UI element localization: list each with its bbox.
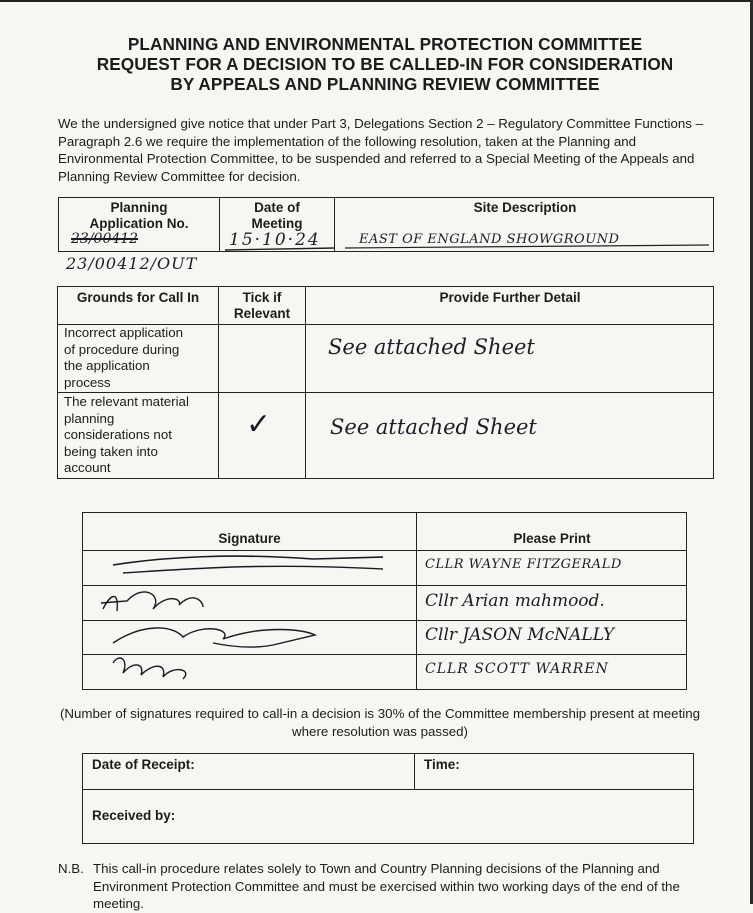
handwriting-strokes [59, 198, 715, 258]
header-line: Relevant [233, 306, 291, 321]
time-label: Time: [424, 757, 460, 772]
table-divider [414, 754, 415, 790]
footnote-tag: N.B. [58, 861, 84, 876]
header-line: Date of [254, 200, 300, 215]
printed-name-3: Cllr JASON McNALLY [425, 625, 615, 645]
header-site-description: Site Description [473, 200, 577, 215]
signature-stroke-3 [113, 628, 315, 647]
title-line-2: REQUEST FOR A DECISION TO BE CALLED-IN FOR CONSIDERATION [96, 54, 674, 74]
footnote [58, 860, 718, 913]
struck-application-number: 23/00412 [71, 231, 139, 247]
header-line: Planning [110, 200, 168, 215]
ground-text-line: account [64, 460, 111, 475]
receipt-box [82, 753, 694, 844]
header-further-detail: Provide Further Detail [439, 290, 581, 305]
ground-cell-procedure [64, 325, 183, 391]
signature-requirement-note: (Number of signatures required to call-in a decision is 30% of the Committee membership present at meeting where resolution was passed) [59, 706, 701, 739]
ground-text-line: considerations not [64, 427, 172, 442]
handwritten-underline [345, 245, 709, 248]
ground-text-line: The relevant material [64, 394, 189, 409]
footnote-text: This call-in procedure relates solely to Town and Country Planning decisions of the Planning and Environment Protection Committee and must be exercised within two working days of the end of the meeting. [93, 861, 680, 911]
ground-text-line: the application [64, 358, 150, 373]
date-of-receipt-label: Date of Receipt: [92, 757, 195, 772]
ground-text-line: being taken into [64, 443, 158, 459]
tick-mark: ✓ [246, 407, 272, 442]
table-divider [305, 287, 306, 478]
header-line: Meeting [251, 216, 303, 231]
signature-stroke-1 [113, 556, 383, 565]
scan-edge-top [0, 0, 753, 2]
signature-stroke-1b [123, 566, 383, 573]
header-tick-if-relevant [219, 290, 305, 322]
ground-text-line: Incorrect application [64, 325, 183, 340]
title-line-1: PLANNING AND ENVIRONMENTAL PROTECTION COMMITTEE [127, 34, 643, 54]
printed-name-1: CLLR WAYNE FITZGERALD [425, 557, 622, 572]
detail-handwritten-procedure: See attached Sheet [328, 335, 535, 359]
signature-table [82, 512, 687, 690]
header-line: Tick if [242, 290, 282, 305]
ground-text-line: of procedure during [64, 341, 180, 357]
ground-cell-material-considerations [64, 394, 189, 477]
signature-stroke-4 [113, 658, 186, 679]
grounds-table [57, 286, 714, 479]
ground-text-line: process [64, 374, 111, 390]
title-line-3: BY APPEALS AND PLANNING REVIEW COMMITTEE [170, 74, 600, 94]
header-please-print: Please Print [513, 531, 591, 546]
table-divider [83, 789, 693, 790]
signature-stroke-2 [101, 592, 203, 611]
handwritten-application-number: 23/00412/OUT [66, 254, 198, 273]
intro-paragraph: We the undersigned give notice that under Part 3, Delegations Section 2 – Regulatory Committee Functions – Paragraph 2.6 we require the implementation of the following resolution, taken at the Planning and Environmental Protection Committee, to be suspended and referred to a Special Meeting of the Appeals and Planning Review Committee for decision. [58, 116, 704, 184]
header-signature: Signature [218, 531, 281, 546]
ground-text-line: planning [64, 410, 115, 426]
handwritten-site-description: EAST OF ENGLAND SHOWGROUND [359, 232, 620, 247]
handwritten-underline [225, 248, 335, 250]
received-by-label: Received by: [92, 808, 176, 823]
detail-handwritten-material: See attached Sheet [330, 415, 537, 439]
document-title [40, 34, 730, 94]
printed-name-2: Cllr Arian mahmood. [425, 591, 605, 611]
header-line: Application No. [89, 216, 189, 231]
signatures [83, 513, 416, 689]
printed-name-4: CLLR SCOTT WARREN [425, 661, 609, 677]
application-table [58, 197, 714, 252]
handwritten-meeting-date: 15·10·24 [229, 230, 321, 250]
header-grounds: Grounds for Call In [76, 290, 200, 305]
